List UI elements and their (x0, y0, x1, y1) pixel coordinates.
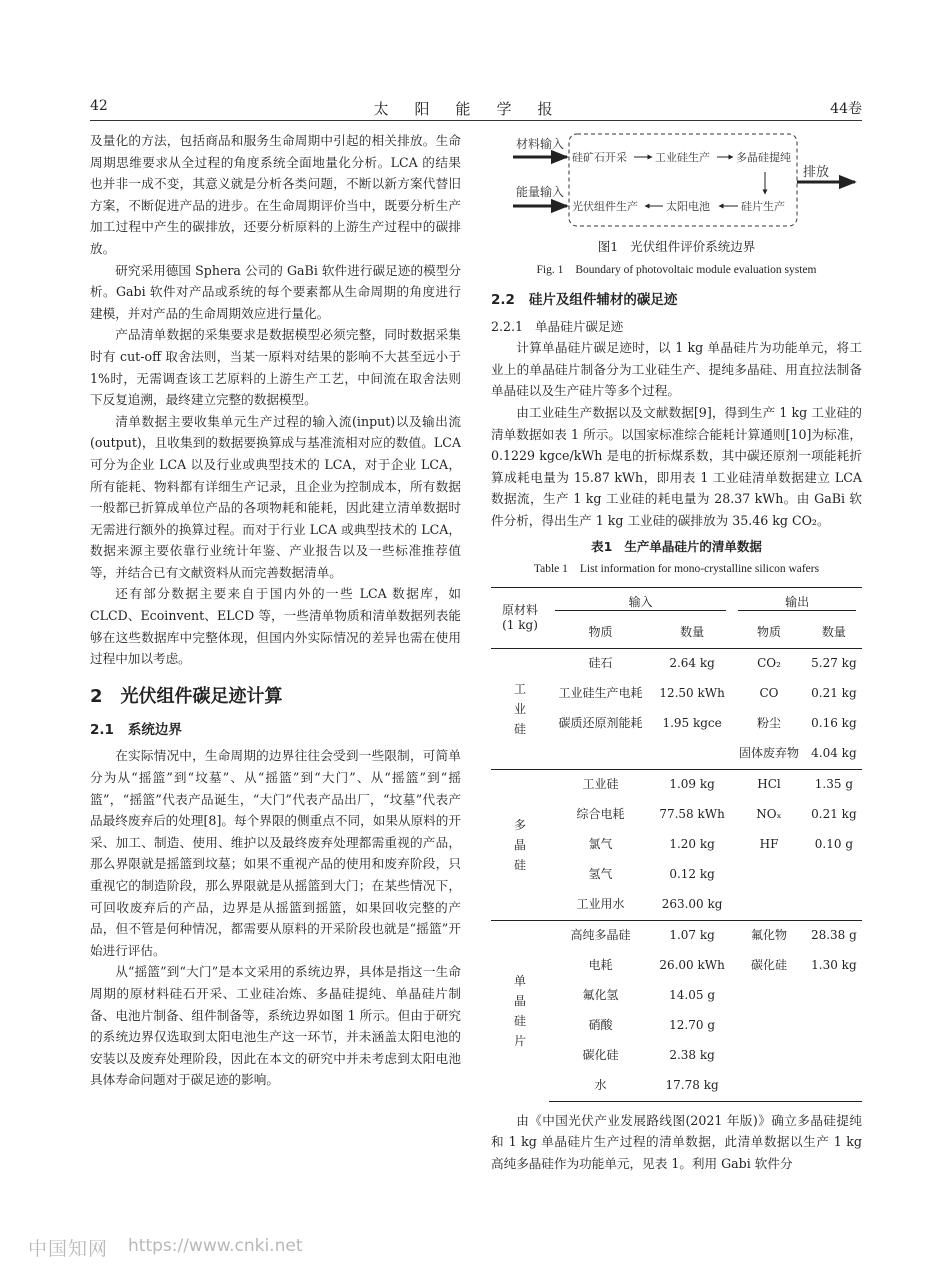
output-substance: HCl (732, 769, 806, 800)
input-quantity: 12.50 kWh (659, 686, 725, 701)
header-input-quantity: 数量 (652, 618, 732, 649)
output-substance (732, 860, 806, 890)
table-group (491, 769, 862, 920)
output-quantity: 0.16 kg (811, 716, 857, 731)
paragraph: 还有部分数据主要来自于国内外的一些 LCA 数据库，如 CLCD、Ecoinvent、ELCD 等，一些清单物质和清单数据列表能够在这些数据库中完整体现，但国内外实际情况的差异也需在使用过程中加以考虑。 (90, 586, 461, 667)
figure-caption-cn: 图1 光伏组件评价系统边界 (597, 239, 756, 254)
paragraph: 由工业硅生产数据以及文献数据[9]，得到生产 1 kg 工业硅的清单数据如表 1 所示。以国家标准综合能耗计算通则[10]为标准，0.1229 kgce/kWh 是电的折标煤系数，其中碳还原剂一项能耗折算成耗电量为 15.87 kWh，即用表 1 工业硅清单数据建立 LCA 数据流，生产 1 kg 工业硅的耗电量为 28.37 kWh。由 GaBi 软件分析，得出生产 1 kg 工业硅的碳排放为 35.46 kg CO₂。 (491, 404, 862, 528)
output-substance (732, 1041, 806, 1071)
header-output-quantity: 数量 (806, 618, 862, 649)
inventory-table (491, 587, 862, 1102)
input-substance: 氟化氢 (582, 988, 619, 1003)
paragraph: 从“摇篮”到“大门”是本文采用的系统边界，具体是指这一生命周期的原材料硅石开采、工业硅冶炼、多晶硅提纯、单晶硅片制备、电池片制备、组件制备等，系统边界如图 1 所示。但由于研究的系统边界仅选取到太阳电池生产这一环节，并未涵盖太阳电池的安装以及废弃处理阶段，因此在本文的研究中并未考虑到太阳电池具体寿命问题对于碳足迹的影响。 (90, 964, 461, 1088)
material-char: 晶 (513, 837, 526, 852)
input-quantity: 263.00 kg (661, 897, 723, 912)
cnki-logo: 中国知网 (28, 1238, 109, 1260)
energy-input-label: 能量输入 (516, 185, 565, 199)
paragraph: 清单数据主要收集单元生产过程的输入流(input)以及输出流(output)，且收集到的数据要换算成与基准流相对应的数值。LCA 可分为企业 LCA 以及行业或典型技术的 LCA，对于企业 LCA，所有能耗、物料都有详细生产记录，且企业为控制成本，所有数据一般都已折算成单位产品的各项物耗和能耗，因此建立清单数据时无需进行额外的换算过程。而对于行业 LCA 或典型技术的 LCA，数据来源主要依靠行业统计年鉴、产业报告以及一些标准推荐值等，并结合已有文献资料从而完善数据清单。 (90, 413, 461, 580)
emission-label: 排放 (803, 165, 830, 180)
input-substance: 碳质还原剂能耗 (558, 716, 643, 731)
output-quantity (806, 860, 862, 890)
step-industrial-silicon: 工业硅生产 (655, 151, 710, 164)
output-substance: CO₂ (732, 648, 806, 679)
output-quantity: 0.10 g (814, 837, 853, 852)
input-quantity: 0.12 kg (669, 867, 715, 882)
input-substance: 水 (549, 1071, 652, 1102)
output-substance: 固体废弃物 (739, 746, 800, 761)
table-caption-en: Table 1 List information for mono-crystalline silicon wafers (533, 563, 820, 576)
header-material: 原材料 (1 kg) (491, 587, 549, 648)
output-substance (732, 1071, 806, 1102)
input-substance: 工业硅生产电耗 (558, 686, 643, 701)
input-substance: 硝酸 (588, 1018, 613, 1033)
output-substance: 粉尘 (757, 716, 782, 731)
paragraph: 及量化的方法，包括商品和服务生命周期中引起的相关排放。生命周期思维要求从全过程的角度系统全面地量化分析。LCA 的结果也并非一成不变，其意义就是分析各类问题，不断以新方案代替旧方案，不断促进产品的进步。在生命周期评价当中，既要分析生产加工过程中产生的碳排放，还要分析原料的上游生产过程中的碳排放。 (90, 133, 461, 256)
header-output-substance: 物质 (732, 618, 806, 649)
output-substance: HF (759, 837, 779, 852)
output-substance: 氟化物 (732, 920, 806, 951)
header-input-substance: 物质 (549, 618, 652, 649)
input-quantity: 77.58 kWh (659, 807, 725, 822)
input-substance: 硅石 (549, 648, 652, 679)
system-boundary-diagram (491, 130, 862, 234)
input-substance: 综合电耗 (576, 807, 625, 822)
paragraph: 研究采用德国 Sphera 公司的 GaBi 软件进行碳足迹的模型分析。Gabi 软件对产品或系统的每个要素都从生命周期的角度进行建模，并对产品的生命周期效应进行量化。 (90, 262, 461, 321)
input-quantity: 2.38 kg (669, 1048, 715, 1063)
input-substance: 高纯多晶硅 (549, 920, 652, 951)
input-quantity: 1.07 kg (652, 920, 732, 951)
output-quantity (806, 890, 862, 921)
material-cell (491, 648, 549, 769)
material-char: 多 (513, 817, 526, 832)
material-input-label: 材料输入 (516, 137, 565, 151)
input-quantity (652, 739, 732, 770)
figure-1 (491, 130, 862, 276)
section-heading-2-1: 2.1 系统边界 (90, 721, 182, 738)
output-quantity: 4.04 kg (811, 746, 857, 761)
material-char: 硅 (513, 721, 526, 736)
watermark-footer (0, 1232, 950, 1264)
input-substance: 碳化硅 (582, 1048, 619, 1063)
input-quantity: 17.78 kg (652, 1071, 732, 1102)
left-column (90, 130, 461, 1091)
cnki-url: https://www.cnki.net (128, 1236, 303, 1256)
journal-title: 太阳能学报 (373, 100, 579, 118)
paragraph: 由《中国光伏产业发展路线图(2021 年版)》确立多晶硅提纯和 1 kg 单晶硅片生产过程的清单数据，此清单数据以生产 1 kg 高纯多晶硅作为功能单元，见表 1。利用 Gabi 软件分 (491, 1112, 862, 1171)
material-char: 业 (513, 701, 526, 716)
material-char: 片 (513, 1033, 526, 1048)
running-header (90, 98, 862, 121)
material-char: 硅 (513, 857, 526, 872)
section-heading-2: 2 光伏组件碳足迹计算 (90, 685, 283, 707)
material-cell (491, 920, 549, 1101)
input-substance: 电耗 (588, 958, 613, 973)
output-substance (732, 890, 806, 921)
output-quantity (806, 981, 862, 1011)
input-quantity: 2.64 kg (652, 648, 732, 679)
step-polysilicon-purification: 多晶硅提纯 (736, 151, 791, 164)
input-quantity: 1.09 kg (652, 769, 732, 800)
table-caption-cn: 表1 生产单晶硅片的清单数据 (591, 538, 762, 554)
input-substance: 氢气 (588, 867, 613, 882)
paragraph: 计算单晶硅片碳足迹时，以 1 kg 单晶硅片为功能单元，将工业上的单晶硅片制备分为工业硅生产、提纯多晶硅、用直拉法制备单晶硅以及生产硅片等多个过程。 (491, 340, 862, 399)
table-row (491, 769, 862, 800)
output-quantity (806, 1071, 862, 1102)
paragraph: 在实际情况中，生命周期的边界往往会受到一些限制，可简单分为从“摇篮”到“坟墓”、从“摇篮”到“大门”、从“摇篮”到“摇篮”，“摇篮”代表产品诞生，“大门”代表产品出厂，“坟墓”代表产品最终废弃后的处理[8]。每个界限的侧重点不同，如果从原料的开采、加工、制造、使用、维护以及最终废弃处理都需重视的产品，那么界限就是摇篮到坟墓；如果不重视产品的使用和废弃阶段，只重视它的制造阶段，那么界限就是从摇篮到大门；在某些情况下，可回收废弃后的产品，边界是从摇篮到摇篮，如果回收完整的产品，但不管是何种情况，都需要从原料的开采阶段也就是“摇篮”开始进行评估。 (90, 748, 461, 958)
volume-label: 44卷 (830, 101, 862, 117)
table-row (491, 920, 862, 951)
material-char: 晶 (513, 993, 526, 1008)
input-quantity: 12.70 g (669, 1018, 716, 1033)
output-substance: CO (759, 686, 779, 701)
input-quantity: 14.05 g (669, 988, 716, 1003)
output-substance: 碳化硅 (751, 958, 788, 973)
input-quantity: 26.00 kWh (659, 958, 725, 973)
right-column (491, 130, 862, 1175)
step-solar-cell: 太阳电池 (666, 200, 710, 213)
material-char: 单 (513, 973, 526, 988)
step-wafer-production: 硅片生产 (741, 200, 785, 213)
section-heading-2-2: 2.2 硅片及组件辅材的碳足迹 (491, 292, 678, 308)
input-substance (549, 739, 652, 770)
figure-caption-en: Fig. 1 Boundary of photovoltaic module evaluation system (536, 264, 817, 276)
output-quantity: 1.30 kg (811, 958, 857, 973)
table-group (491, 920, 862, 1101)
output-quantity: 0.21 kg (811, 686, 857, 701)
input-substance: 工业硅 (549, 769, 652, 800)
material-cell (491, 769, 549, 920)
step-silica-mining: 硅矿石开采 (572, 151, 627, 164)
output-substance (732, 1011, 806, 1041)
input-quantity: 1.95 kgce (662, 716, 722, 731)
output-quantity (806, 1041, 862, 1071)
input-substance: 工业用水 (576, 897, 625, 912)
output-quantity: 0.21 kg (811, 807, 857, 822)
header-input: 输入 (549, 587, 732, 618)
output-quantity: 28.38 g (806, 920, 862, 951)
output-quantity (806, 1011, 862, 1041)
output-substance (732, 981, 806, 1011)
input-substance: 氯气 (588, 837, 613, 852)
output-substance: NOₓ (756, 807, 782, 822)
input-quantity: 1.20 kg (669, 837, 715, 852)
output-quantity: 5.27 kg (806, 648, 862, 679)
table-group (491, 648, 862, 769)
step-module-production: 光伏组件生产 (572, 200, 638, 213)
section-heading-2-2-1: 2.2.1 单晶硅片碳足迹 (491, 318, 624, 334)
material-char: 硅 (513, 1013, 526, 1028)
output-quantity: 1.35 g (806, 769, 862, 800)
page-number: 42 (90, 98, 108, 114)
material-char: 工 (513, 681, 526, 696)
paragraph: 产品清单数据的采集要求是数据模型必须完整，同时数据采集时有 cut-off 取舍法则，当某一原料对结果的影响不大甚至远小于 1%时，无需调查该工艺原料的上游生产工艺，中间流在取舍法则下反复追溯，最终建立完整的数据模型。 (90, 327, 461, 408)
table-row (491, 648, 862, 679)
header-output: 输出 (732, 587, 862, 618)
